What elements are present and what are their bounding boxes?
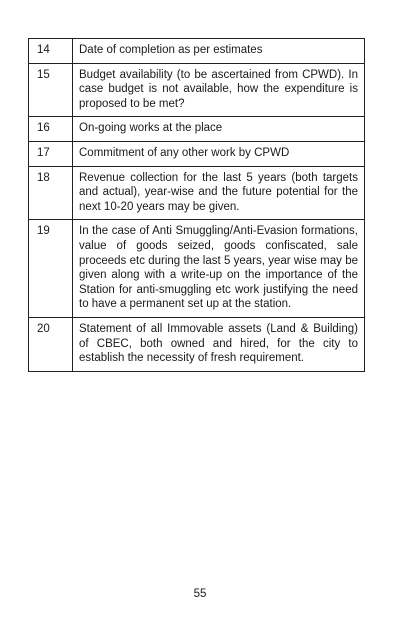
table-row — [29, 117, 365, 142]
row-number: 18 — [29, 166, 73, 220]
row-number: 15 — [29, 63, 73, 117]
row-description: Statement of all Immovable assets (Land & Building) of CBEC, both owned and hired, for the city to establish the necessity of fresh requirement. — [73, 317, 365, 371]
page-number: 55 — [193, 588, 207, 600]
requirements-table — [28, 38, 365, 372]
row-number: 16 — [29, 117, 73, 142]
table-row — [29, 141, 365, 166]
table-row — [29, 220, 365, 318]
row-description: In the case of Anti Smuggling/Anti-Evasion formations, value of goods seized, goods confiscated, sale proceeds etc during the last 5 years, year wise may be given along with a write-up on the importance of the Station for anti-smuggling etc work justifying the need to have a permanent set up at the station. — [73, 220, 365, 318]
table-row — [29, 317, 365, 371]
row-number: 19 — [29, 220, 73, 318]
row-description: Commitment of any other work by CPWD — [73, 141, 365, 166]
table-row — [29, 166, 365, 220]
row-description: Date of completion as per estimates — [73, 39, 365, 64]
row-description: Revenue collection for the last 5 years (both targets and actual), year-wise and the future potential for the next 10-20 years may be given. — [73, 166, 365, 220]
table-row — [29, 39, 365, 64]
table-row — [29, 63, 365, 117]
row-number: 17 — [29, 141, 73, 166]
row-description: On-going works at the place — [73, 117, 365, 142]
row-description: Budget availability (to be ascertained from CPWD). In case budget is not available, how the expenditure is proposed to be met? — [73, 63, 365, 117]
row-number: 14 — [29, 39, 73, 64]
row-number: 20 — [29, 317, 73, 371]
